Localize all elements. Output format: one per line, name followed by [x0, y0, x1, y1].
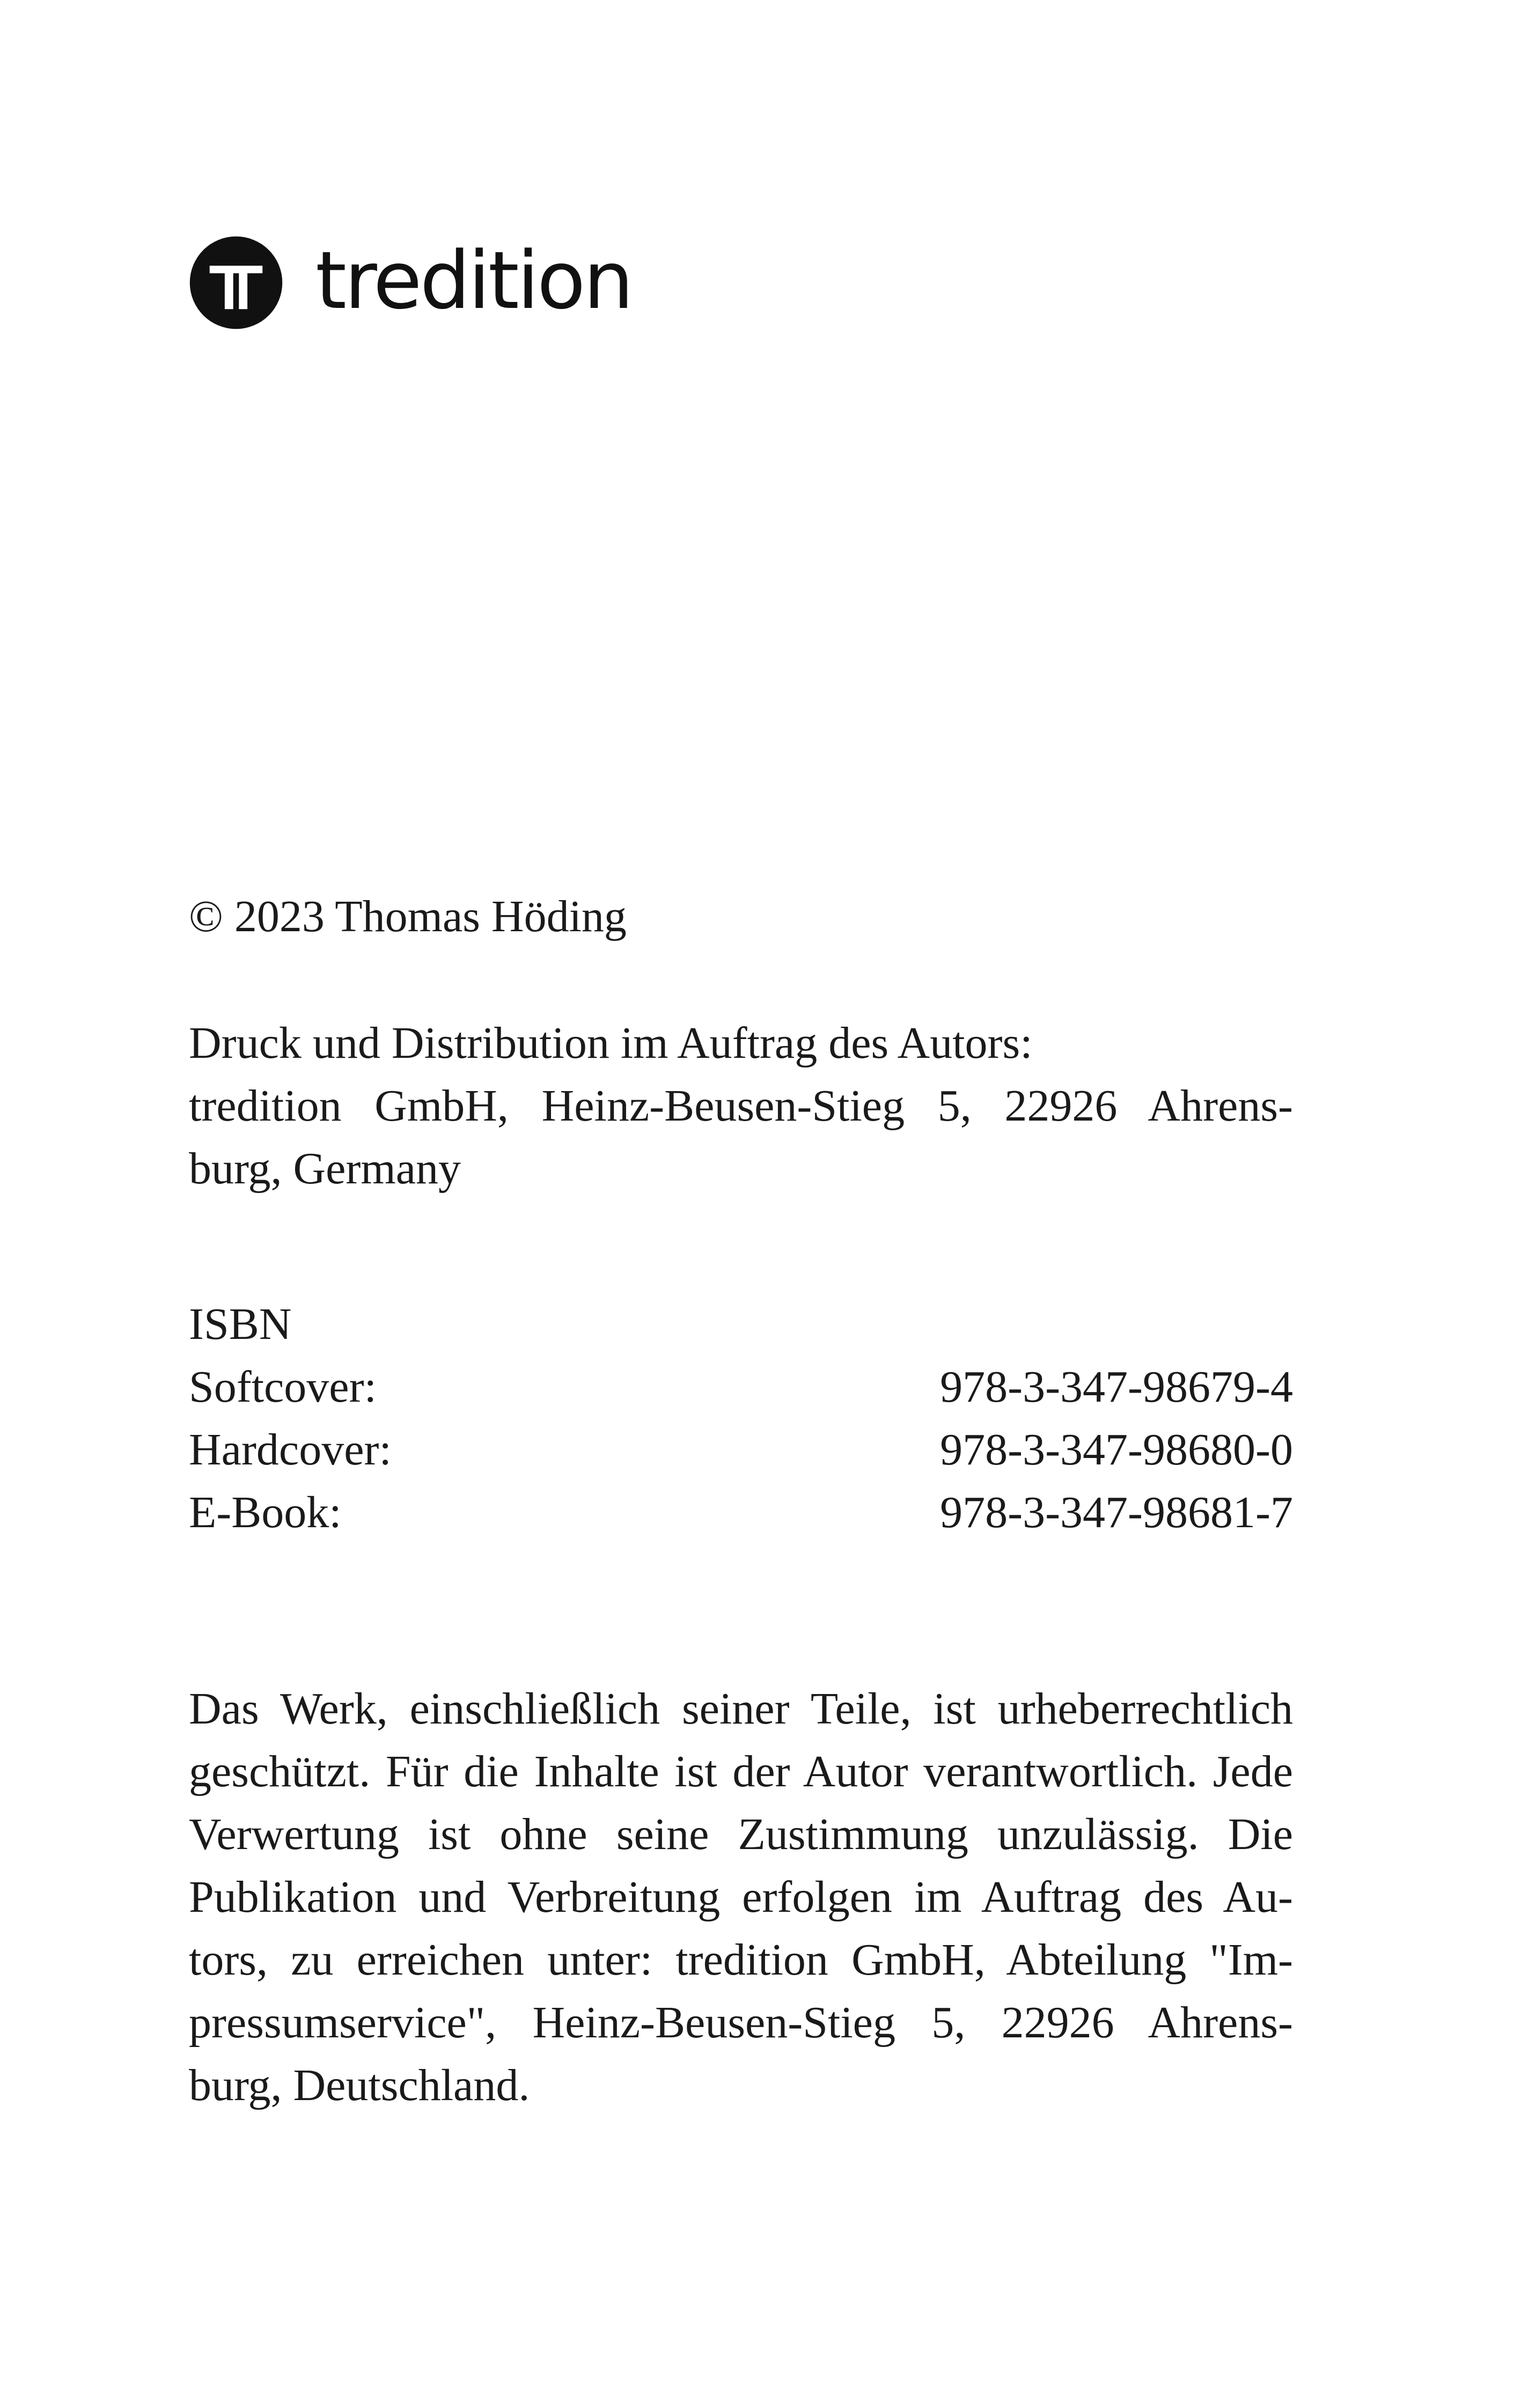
isbn-label: Hardcover:	[189, 1425, 392, 1475]
isbn-value: 978-3-347-98680-0	[940, 1425, 1293, 1475]
logo-wordmark: tredition	[315, 234, 632, 327]
isbn-label: E-Book:	[189, 1487, 342, 1537]
legal-line: burg, Deutschland.	[189, 2060, 530, 2110]
isbn-row	[189, 1356, 1293, 1418]
isbn-label: Softcover:	[189, 1362, 377, 1412]
isbn-block	[189, 1293, 1293, 1544]
isbn-value: 978-3-347-98681-7	[940, 1487, 1293, 1537]
distribution-line: Druck und Distribution im Auftrag des Autors:	[189, 1018, 1033, 1068]
isbn-row	[189, 1418, 1293, 1481]
isbn-value: 978-3-347-98679-4	[940, 1362, 1293, 1412]
legal-line: Verwertung ist ohne seine Zustimmung unzulässig. Die	[189, 1809, 1293, 1859]
isbn-heading: ISBN	[189, 1299, 292, 1349]
copyright-line: © 2023 Thomas Höding	[189, 892, 627, 941]
legal-line: tors, zu erreichen unter: tredition GmbH, Abteilung "Im-	[189, 1935, 1293, 1985]
legal-line: Das Werk, einschließlich seiner Teile, ist urheberrechtlich	[189, 1684, 1293, 1734]
distribution-block	[189, 1012, 1293, 1200]
publisher-logo	[189, 233, 631, 333]
distribution-line: burg, Germany	[189, 1144, 461, 1194]
isbn-row	[189, 1481, 1293, 1544]
copyright-notice	[189, 885, 1293, 948]
legal-line: geschützt. Für die Inhalte ist der Autor verantwortlich. Jede	[189, 1747, 1293, 1796]
tredition-logo-icon	[189, 235, 283, 330]
legal-line: Publikation und Verbreitung erfolgen im Auftrag des Au-	[189, 1872, 1293, 1922]
legal-notice	[189, 1677, 1293, 2117]
legal-line: pressumservice", Heinz-Beusen-Stieg 5, 22926 Ahrens-	[189, 1998, 1293, 2048]
distribution-line: tredition GmbH, Heinz-Beusen-Stieg 5, 22926 Ahrens-	[189, 1081, 1293, 1131]
